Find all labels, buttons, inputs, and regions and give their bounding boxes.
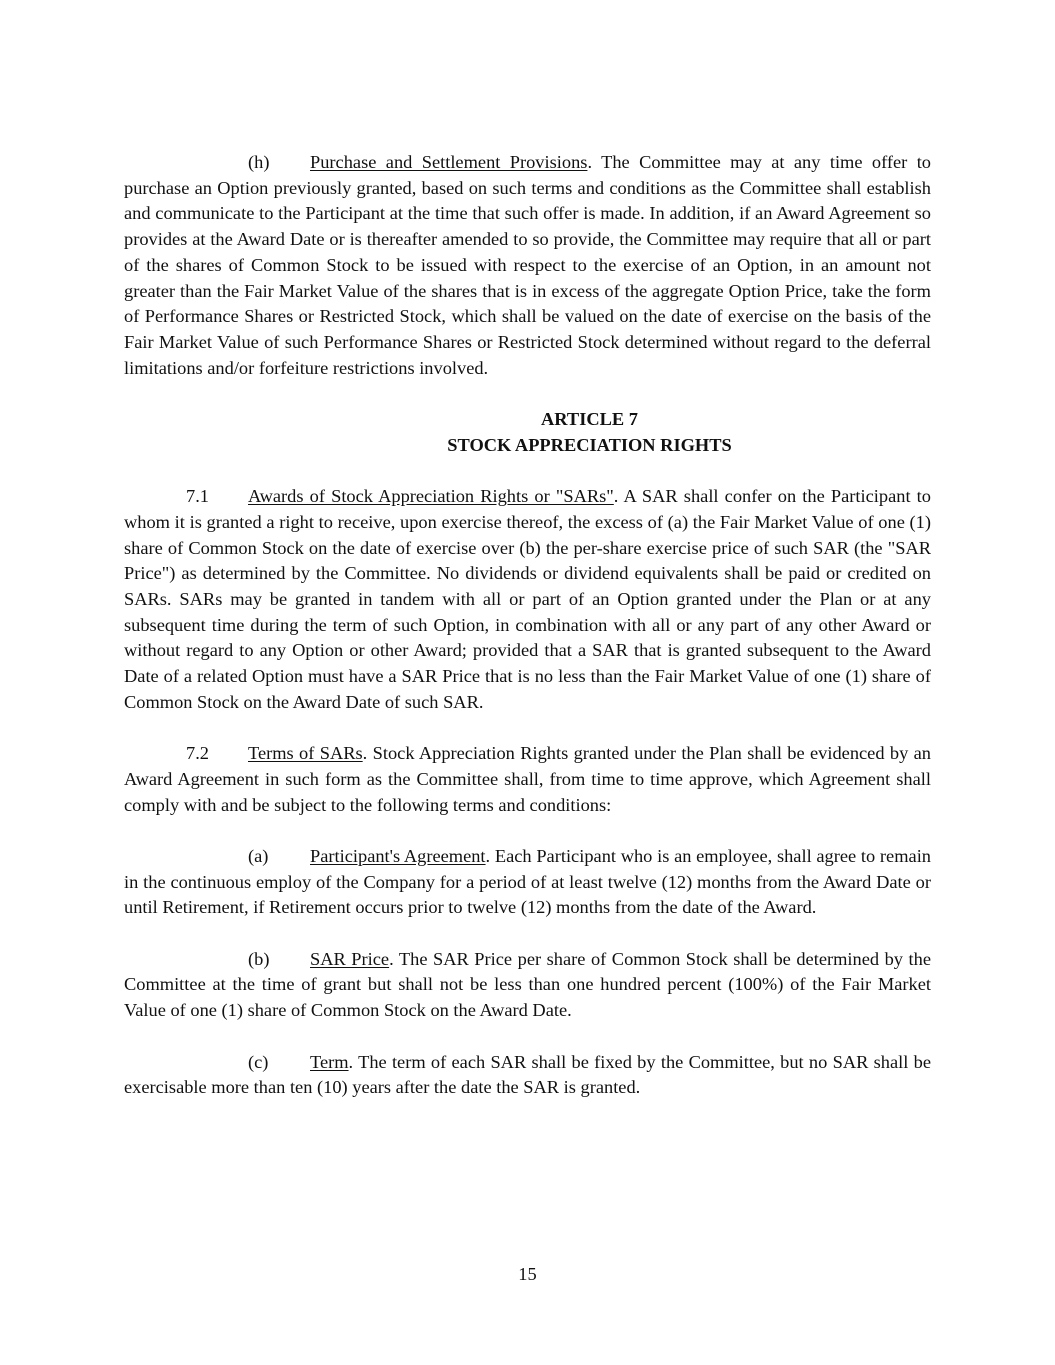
- paragraph-number: (c): [248, 1051, 269, 1072]
- section-7-1: [124, 484, 931, 715]
- page-number: 15: [518, 1264, 537, 1284]
- paragraph-heading: Purchase and Settlement Provisions: [310, 152, 588, 172]
- spacer: [124, 921, 931, 947]
- section-heading: Terms of SARs: [248, 743, 363, 764]
- paragraph-number: (b): [248, 948, 270, 969]
- paragraph-text: . The term of each SAR shall be fixed by the Committee, but no SAR shall be exercisable more than ten (10) years after the date the SAR is granted.: [124, 1051, 931, 1098]
- spacer: [124, 715, 931, 741]
- section-7-2: [124, 741, 931, 818]
- paragraph-heading: SAR Price: [310, 948, 390, 969]
- paragraph-heading: Participant's Agreement: [310, 845, 486, 866]
- section-number: 7.2: [186, 743, 209, 764]
- section-text: . A SAR shall confer on the Participant to whom it is granted a right to receive, upon exercise thereof, the excess of (a) the Fair Market Value of one (1) share of Common Stock on the date of exercise over (b) the per-share exercise price of such SAR (the "SAR Price") as determined by the Committee. No dividends or dividend equivalents shall be paid or credited on SARs. SARs may be granted in tandem with all or part of an Option granted under the Plan or at any subsequent time during the term of such Option, in combination with all or any part of any other Award or without regard to any Option or other Award; provided that a SAR that is granted subsequent to the Award Date of a related Option must have a SAR Price that is no less than the Fair Market Value of one (1) share of Common Stock on the Award Date of such SAR.: [124, 486, 931, 712]
- spacer: [124, 381, 931, 407]
- paragraph-number: (a): [248, 845, 269, 866]
- paragraph-text: . Each Participant who is an employee, shall agree to remain in the continuous employ of the Company for a period of at least twelve (12) months from the Award Date or until Retirement, if Retirement occurs prior to twelve (12) months from the date of the Award.: [124, 845, 931, 918]
- paragraph-text: . The Committee may at any time offer to purchase an Option previously granted, based on such terms and conditions as the Committee shall establish and communicate to the Participant at the time that such offer is made. In addition, if an Award Agreement so provides at the Award Date or is thereafter amended to so provide, the Committee may require that all or part of the shares of Common Stock to be issued with respect to the exercise of an Option, in an amount not greater than the Fair Market Value of the shares that is in excess of the aggregate Option Price, take the form of Performance Shares or Restricted Stock, which shall be valued on the date of exercise on the basis of the Fair Market Value of such Performance Shares or Restricted Stock determined without regard to the deferral limitations and/or forfeiture restrictions involved.: [124, 152, 931, 378]
- section-heading: Awards of Stock Appreciation Rights or "SARs": [248, 486, 614, 507]
- paragraph-a: [124, 844, 931, 921]
- spacer: [124, 818, 931, 844]
- paragraph-b: [124, 947, 931, 1024]
- paragraph-number: (h): [248, 152, 270, 172]
- article-title: STOCK APPRECIATION RIGHTS: [447, 434, 732, 455]
- spacer: [124, 1024, 931, 1050]
- spacer: [124, 458, 931, 484]
- paragraph-c: [124, 1050, 931, 1101]
- paragraph-text: . The SAR Price per share of Common Stock shall be determined by the Committee at the time of grant but shall not be less than one hundred percent (100%) of the Fair Market Value of one (1) share of Common Stock on the Award Date.: [124, 948, 931, 1021]
- section-text: . Stock Appreciation Rights granted under the Plan shall be evidenced by an Award Agreement in such form as the Committee shall, from time to time approve, which Agreement shall comply with and be subject to the following terms and conditions:: [124, 743, 931, 815]
- document-body: [124, 150, 931, 1101]
- section-number: 7.1: [186, 486, 209, 507]
- article-number: ARTICLE 7: [541, 409, 638, 430]
- paragraph-h: [124, 150, 931, 381]
- paragraph-heading: Term: [310, 1051, 349, 1072]
